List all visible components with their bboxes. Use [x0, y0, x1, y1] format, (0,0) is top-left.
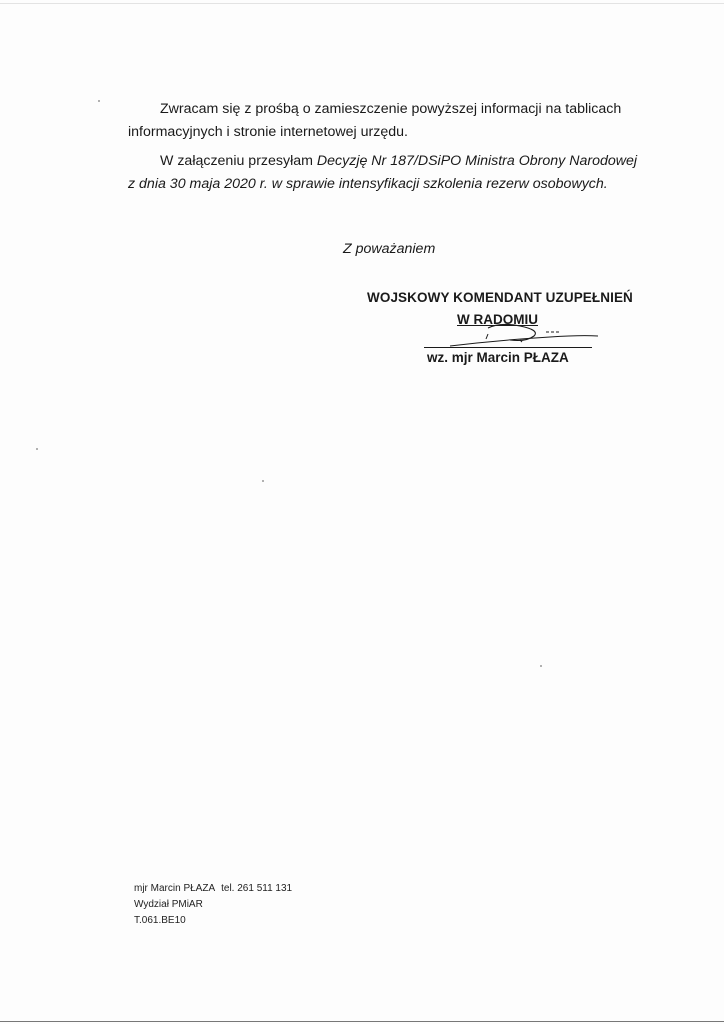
footer-author: mjr Marcin PŁAZA [134, 883, 216, 894]
signatory-name: wz. mjr Marcin PŁAZA [427, 350, 569, 365]
attachment-prefix: W załączeniu przesyłam [160, 153, 317, 169]
scan-speck [36, 448, 38, 450]
footer-contact [134, 881, 292, 929]
bottom-edge-artifact [0, 1021, 724, 1022]
decision-date-subject: z dnia 30 maja 2020 r. w sprawie intensyfikacji szkolenia rezerw osobowych. [128, 176, 608, 192]
footer-department: Wydział PMiAR [134, 899, 203, 910]
paragraph-request-line1: Zwracam się z prośbą o zamieszczenie powyższej informacji na tablicach [160, 101, 622, 117]
footer-reference: T.061.BE10 [134, 915, 186, 926]
signature-underline [424, 347, 592, 348]
paragraph-request [128, 98, 660, 144]
paragraph-attachment-line1 [128, 150, 664, 173]
scan-speck [262, 480, 264, 482]
signatory-city: W RADOMIU [457, 312, 538, 327]
footer-author-row [134, 881, 292, 897]
scan-speck [98, 100, 100, 102]
closing-greeting: Z poważaniem [343, 241, 436, 257]
top-edge-artifact [0, 3, 724, 4]
scan-speck [540, 665, 542, 667]
decision-title: Decyzję Nr 187/DSiPO Ministra Obrony Narodowej [316, 153, 638, 169]
paragraph-attachment [128, 150, 664, 196]
signatory-title: WOJSKOWY KOMENDANT UZUPEŁNIEŃ [367, 290, 633, 305]
footer-phone: tel. 261 511 131 [221, 883, 293, 894]
paragraph-request-line2: informacyjnych i stronie internetowej urzędu. [128, 124, 408, 140]
